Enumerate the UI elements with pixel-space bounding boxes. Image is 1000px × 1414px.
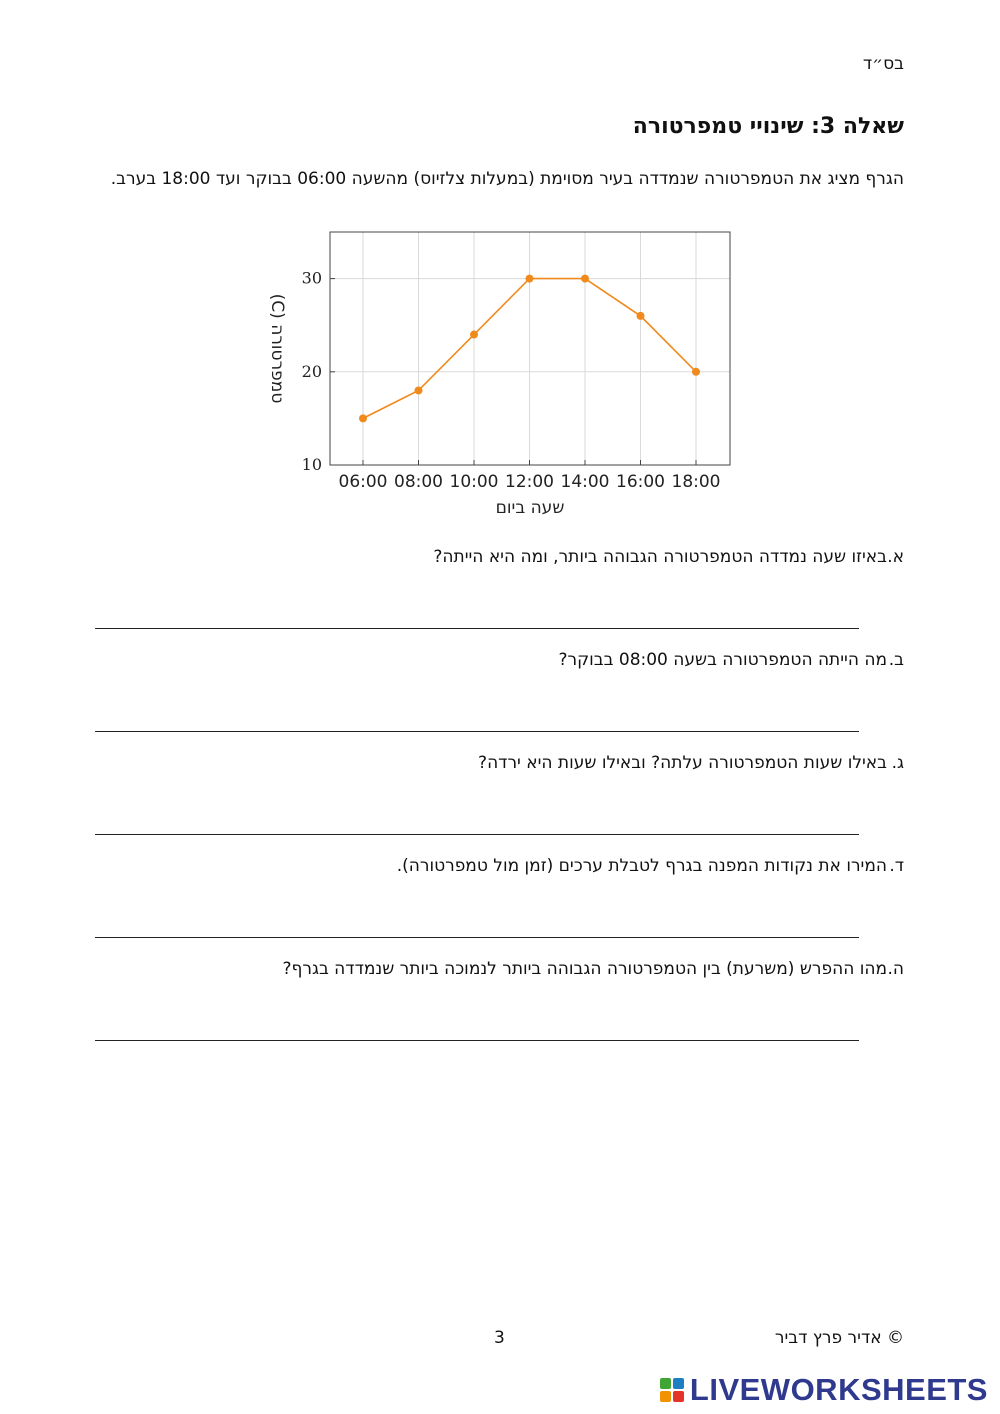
data-point [526,275,534,283]
subquestion-letter-b: ב. [888,650,904,670]
data-point [470,331,478,339]
answer-line-a[interactable] [95,628,859,629]
page-number: 3 [494,1328,505,1348]
answer-line-d[interactable] [95,937,859,938]
data-point [692,368,700,376]
header-bsd: בס״ד [862,54,904,74]
question-intro: הגרף מציג את הטמפרטורה שנמדדה בעיר מסוימת (במעלות צלזיוס) מהשעה 06:00 בבוקר ועד 18:00 בערב. [110,169,904,189]
y-tick-label: 20 [301,361,322,381]
answer-line-e[interactable] [95,1040,859,1041]
subquestion-letter-c: ג. [891,753,904,773]
logo-square-orange [660,1391,671,1402]
logo-square-blue [673,1378,684,1389]
x-tick-label: 12:00 [505,472,554,492]
subquestion-letter-d: ד. [889,856,904,876]
data-point [637,312,645,320]
copyright-text: © אדיר פרץ דביר [774,1328,904,1348]
question-title: שאלה 3: שינויי טמפרטורה [632,114,904,139]
x-tick-label: 18:00 [671,472,721,492]
answer-line-b[interactable] [95,731,859,732]
liveworksheets-logo[interactable] [660,1372,988,1408]
y-tick-label: 10 [301,455,322,474]
x-tick-label: 06:00 [338,472,388,492]
answer-line-c[interactable] [95,834,859,835]
logo-square-red [673,1391,684,1402]
y-axis-label: טמפרטורה (C) [267,293,287,404]
liveworksheets-icon [660,1378,684,1402]
x-tick-label: 08:00 [394,472,443,492]
subquestion-text-a: באיזו שעה נמדדה הטמפרטורה הגבוהה ביותר, ומה היא הייתה? [433,547,887,567]
liveworksheets-logo-text: LIVEWORKSHEETS [689,1372,988,1407]
subquestion-text-c: באילו שעות הטמפרטורה עלתה? ובאילו שעות היא ירדה? [478,753,887,773]
y-tick-label: 30 [301,268,322,288]
x-tick-label: 10:00 [449,472,499,492]
temperature-line-chart [250,222,750,522]
data-point [415,386,423,394]
x-tick-label: 14:00 [560,472,610,492]
logo-square-green [660,1378,671,1389]
x-tick-label: 16:00 [616,472,665,492]
subquestion-text-d: המירו את נקודות המפנה בגרף לטבלת ערכים (זמן מול טמפרטורה). [396,856,887,876]
subquestion-letter-a: א. [887,547,904,567]
data-point [359,414,367,422]
data-point [581,275,589,283]
x-axis-label: שעה ביום [495,498,565,518]
subquestion-text-e: מהו ההפרש (משרעת) בין הטמפרטורה הגבוהה ביותר לנמוכה ביותר שנמדדה בגרף? [282,959,887,979]
subquestion-text-b: מה הייתה הטמפרטורה בשעה 08:00 בבוקר? [558,650,887,670]
subquestion-letter-e: ה. [887,959,904,979]
